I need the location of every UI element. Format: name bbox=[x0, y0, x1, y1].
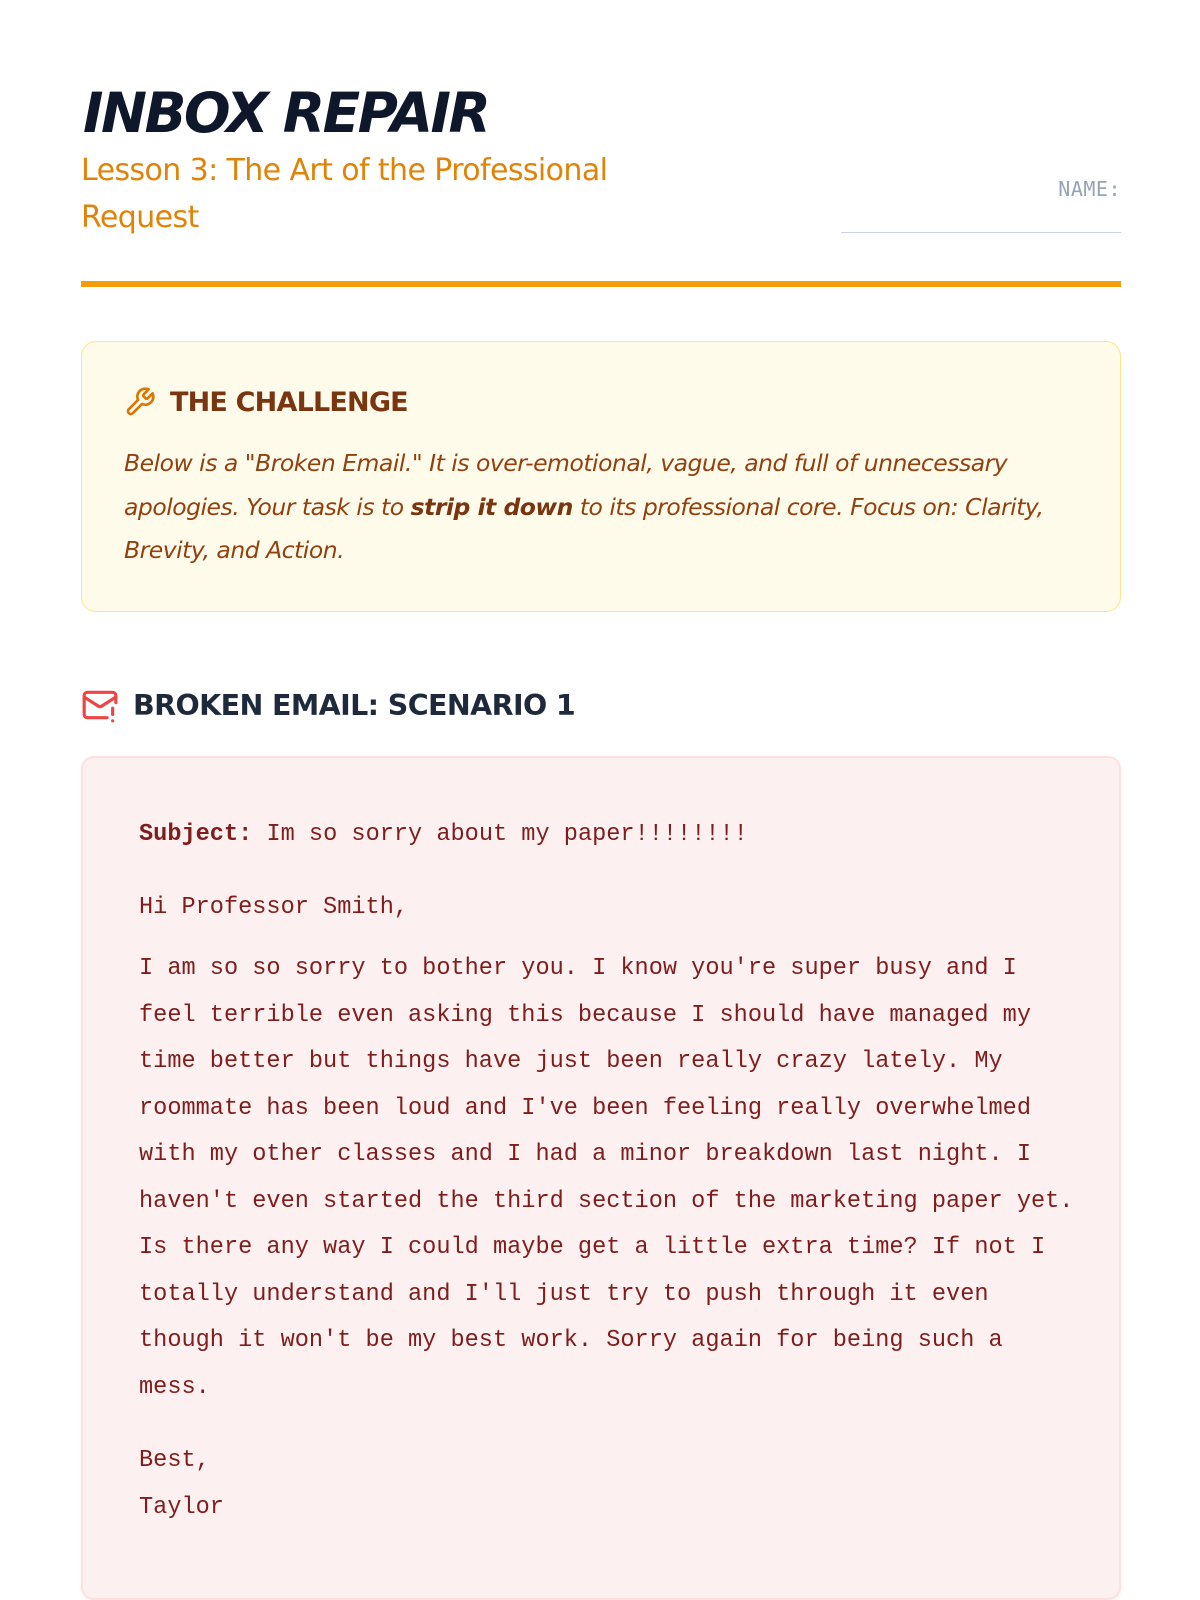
email-body: I am so so sorry to bother you. I know you're super busy and I feel terrible even asking this because I should have managed my time better but things have just been really crazy lately. My roommate has been loud and I've been feeling really overwhelmed with my other classes and I had a minor breakdown last night. I haven't even started the third section of the marketing paper yet. Is there any way I could maybe get a little extra time? If not I totally understand and I'll just try to push through it even though it won't be my best work. Sorry again for being such a mess. bbox=[139, 955, 1074, 1401]
lesson-subtitle: Lesson 3: The Art of the Professional Request bbox=[81, 153, 608, 235]
email-section-title: BROKEN EMAIL: SCENARIO 1 bbox=[133, 688, 576, 722]
subject-value: Im so sorry about my paper!!!!!!!! bbox=[266, 821, 748, 848]
header-divider bbox=[81, 281, 1121, 287]
challenge-header bbox=[124, 386, 408, 418]
challenge-text-emphasis: strip it down bbox=[410, 492, 573, 521]
challenge-text-outro: to its professional core. Focus on: Clarity, Brevity, and Action. bbox=[124, 492, 1044, 564]
challenge-title: THE CHALLENGE bbox=[170, 386, 408, 418]
name-field[interactable] bbox=[841, 172, 1121, 206]
challenge-box bbox=[81, 341, 1121, 612]
worksheet-page bbox=[81, 0, 1121, 1521]
email-closing bbox=[139, 1438, 224, 1531]
name-label: NAME: bbox=[1058, 177, 1121, 201]
worksheet-header bbox=[81, 0, 1121, 290]
challenge-text-intro: Below is a "Broken Email." It is over-emotional, vague, and full of unnecessary apologies. Your task is to bbox=[124, 449, 1008, 521]
email-section-header bbox=[81, 686, 575, 724]
name-underline[interactable] bbox=[841, 232, 1121, 233]
email-greeting: Hi Professor Smith, bbox=[139, 894, 409, 921]
page-title: INBOX REPAIR bbox=[83, 81, 489, 145]
wrench-icon bbox=[124, 386, 156, 418]
email-subject bbox=[139, 820, 748, 850]
challenge-instructions bbox=[124, 442, 1099, 573]
broken-email-box bbox=[81, 756, 1121, 1600]
subject-label: Subject: bbox=[139, 821, 253, 848]
email-signature: Taylor bbox=[139, 1493, 224, 1521]
email-signoff: Best, bbox=[139, 1447, 210, 1474]
mail-alert-icon bbox=[81, 686, 119, 724]
